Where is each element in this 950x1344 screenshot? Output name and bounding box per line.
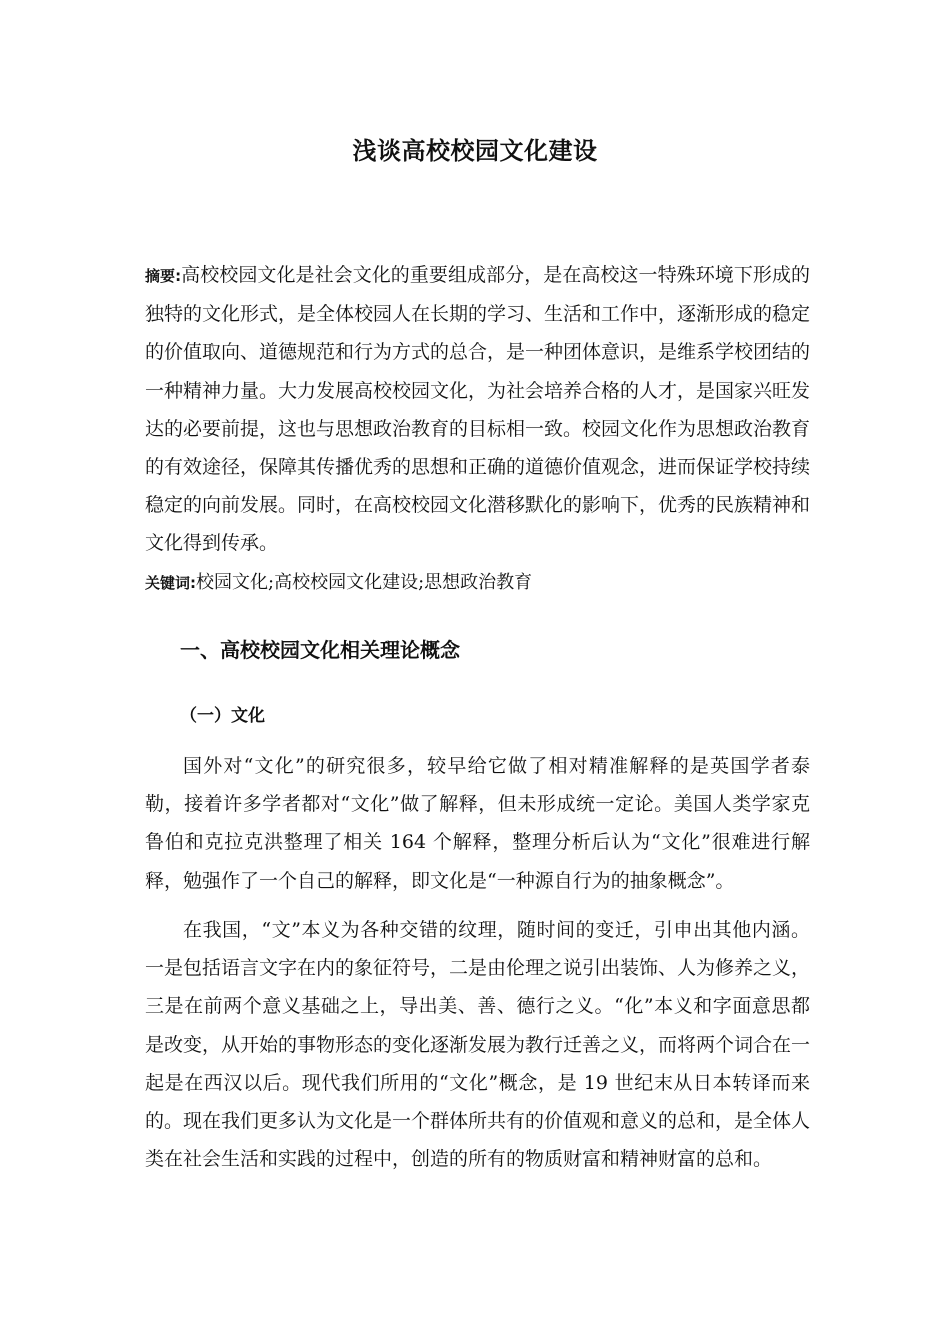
abstract-text: 高校校园文化是社会文化的重要组成部分，是在高校这一特殊环境下形成的独特的文化形式，是全体校园人在长期的学习、生活和工作中，逐渐形成的稳定的价值取向、道德规范和行为方式的总合，是一种团体意识，是维系学校团结的一种精神力量。大力发展高校校园文化，为社会培养合格的人才，是国家兴旺发达的必要前提，这也与思想政治教育的目标相一致。校园文化作为思想政治教育的有效途径，保障其传播优秀的思想和正确的道德价值观念，进而保证学校持续稳定的向前发展。同时，在高校校园文化潜移默化的影响下，优秀的民族精神和文化得到传承。 [145, 264, 811, 555]
keywords-label: 关键词: [145, 574, 196, 592]
abstract-label: 摘要: [145, 267, 182, 285]
subsection-heading: （一）文化 [180, 706, 265, 726]
abstract-block [145, 256, 810, 563]
section-heading: 一、高校校园文化相关理论概念 [180, 638, 460, 662]
body-paragraph-1: 国外对“文化”的研究很多，较早给它做了相对精准解释的是英国学者泰勒，接着许多学者都对“文化”做了解释，但未形成统一定论。美国人类学家克鲁伯和克拉克洪整理了相关 164 个解释，整理分析后认为“文化”很难进行解释，勉强作了一个自己的解释，即文化是“一种源自行为的抽象概念”。 [145, 755, 810, 892]
document-title: 浅谈高校校园文化建设 [352, 136, 598, 165]
keywords-block [145, 568, 810, 598]
body-paragraph-2: 在我国，“文”本义为各种交错的纹理，随时间的变迁，引申出其他内涵。一是包括语言文字在内的象征符号，二是由伦理之说引出装饰、人为修养之义，三是在前两个意义基础之上，导出美、善、德行之义。“化”本义和字面意思都是改变，从开始的事物形态的变化逐渐发展为教行迁善之义，而将两个词合在一起是在西汉以后。现代我们所用的“文化”概念，是 19 世纪末从日本转译而来的。现在我们更多认为文化是一个群体所共有的价值观和意义的总和，是全体人类在社会生活和实践的过程中，创造的所有的物质财富和精神财富的总和。 [145, 919, 811, 1171]
keywords-text: 校园文化;高校校园文化建设;思想政治教育 [196, 572, 533, 593]
